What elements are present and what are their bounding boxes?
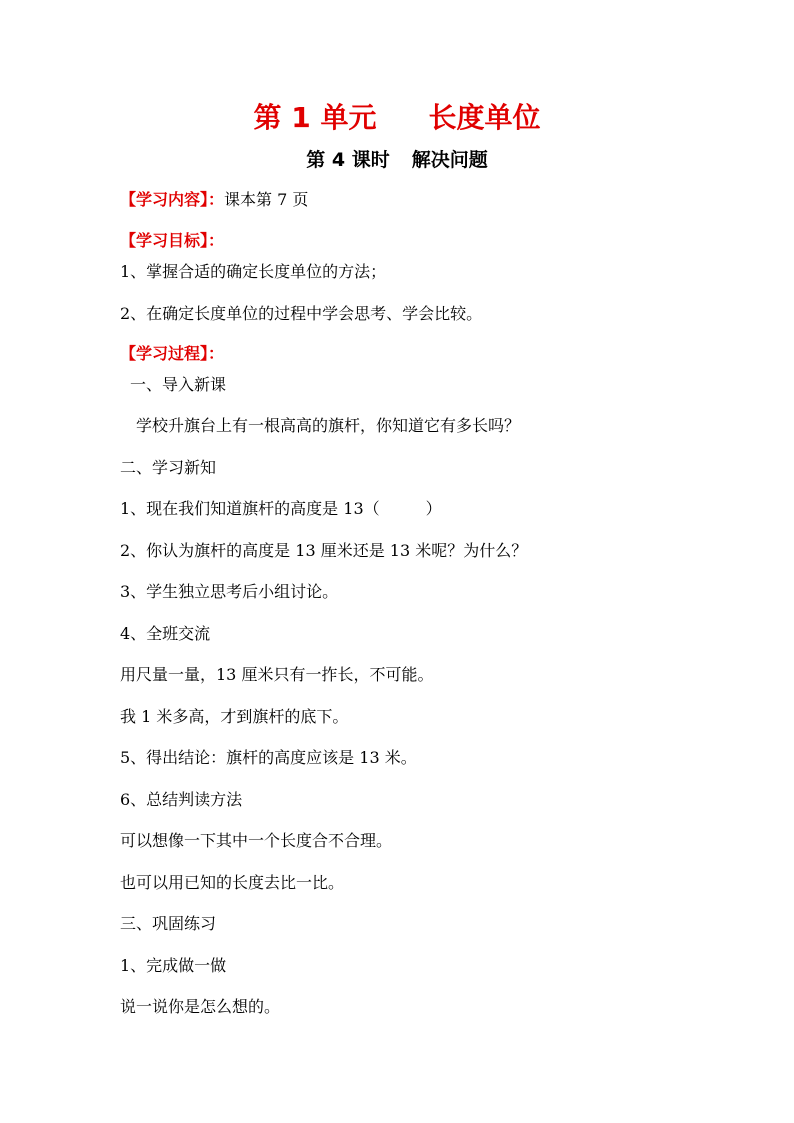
learning-content-line xyxy=(120,188,308,212)
discussion-line: 用尺量一量，13 厘米只有一拃长，不可能。 xyxy=(120,665,434,684)
discussion-line: 我 1 米多高，才到旗杆的底下。 xyxy=(120,707,349,726)
question-4: 4、全班交流 xyxy=(120,624,211,643)
method-line: 可以想像一下其中一个长度合不合理。 xyxy=(120,831,393,850)
unit-title xyxy=(0,98,794,138)
lesson-topic: 解决问题 xyxy=(411,149,488,171)
lesson-title xyxy=(0,145,794,175)
learning-content-value: 课本第 7 页 xyxy=(224,190,309,209)
question-3: 3、学生独立思考后小组讨论。 xyxy=(120,582,339,601)
unit-topic: 长度单位 xyxy=(428,101,541,134)
unit-number: 第 1 单元 xyxy=(253,101,377,134)
question-1 xyxy=(120,497,442,521)
objective-item: 1、掌握合适的确定长度单位的方法； xyxy=(120,262,387,281)
question-2: 2、你认为旗杆的高度是 13 厘米还是 13 米呢？为什么？ xyxy=(120,541,528,560)
question-6: 6、总结判读方法 xyxy=(120,790,243,809)
method-line: 也可以用已知的长度去比一比。 xyxy=(120,873,345,892)
section-heading-intro: 一、导入新课 xyxy=(130,375,227,394)
learning-objectives-label: 【学习目标】： xyxy=(120,231,225,250)
question-1-close: ） xyxy=(425,499,442,518)
question-1-text: 1、现在我们知道旗杆的高度是 13（ xyxy=(120,499,380,518)
section-heading-new-knowledge: 二、学习新知 xyxy=(120,458,217,477)
learning-content-label: 【学习内容】： xyxy=(120,190,225,209)
practice-item-1: 1、完成做一做 xyxy=(120,956,227,975)
question-5: 5、得出结论：旗杆的高度应该是 13 米。 xyxy=(120,748,417,767)
lesson-number: 第 4 课时 xyxy=(306,149,390,171)
practice-line: 说一说你是怎么想的。 xyxy=(120,997,281,1016)
intro-question: 学校升旗台上有一根高高的旗杆，你知道它有多长吗？ xyxy=(136,416,521,435)
section-heading-practice: 三、巩固练习 xyxy=(120,914,217,933)
learning-process-label: 【学习过程】： xyxy=(120,344,225,363)
objective-item: 2、在确定长度单位的过程中学会思考、学会比较。 xyxy=(120,304,483,323)
